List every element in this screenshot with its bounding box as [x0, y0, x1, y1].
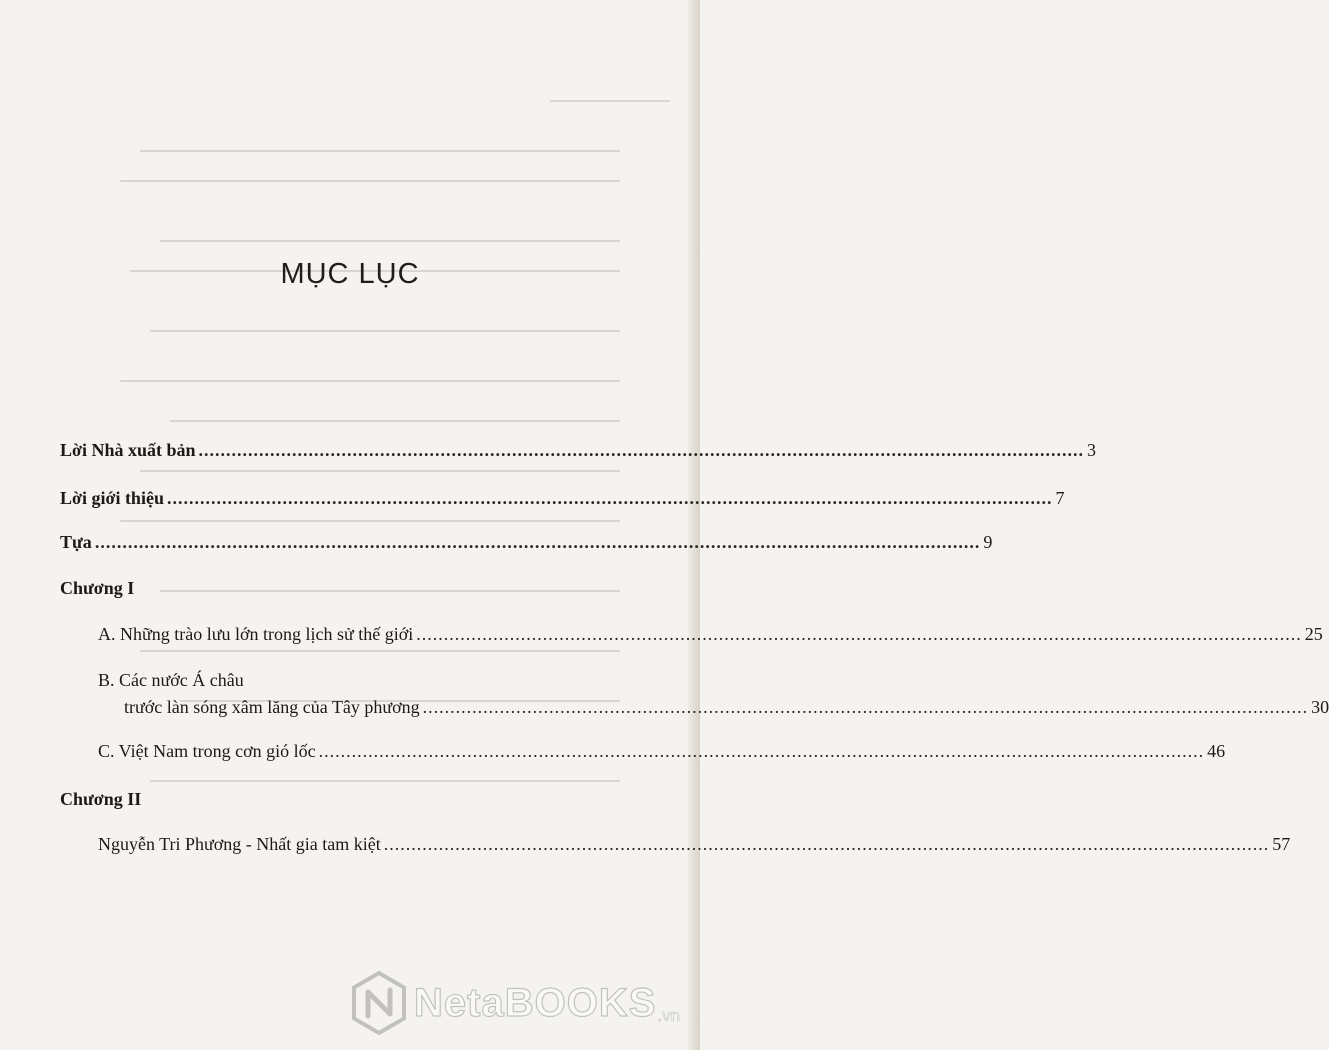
toc-row-introduction: [60, 488, 1065, 509]
toc-page-number: 25: [1304, 624, 1323, 644]
watermark-tld: .vn: [657, 1006, 681, 1025]
toc-label-chapter-1-b-line1: B. Các nước Á châu: [98, 670, 244, 690]
toc-label: Lời giới thiệu: [60, 488, 164, 508]
toc-label: Tựa: [60, 532, 92, 552]
toc-row-chapter-2-a: [98, 834, 1291, 855]
toc-row-chapter-1-c: [98, 741, 1226, 762]
page-title: MỤC LỤC: [280, 258, 420, 290]
chapter-1-heading: Chương I: [60, 578, 135, 598]
chapter-2-heading: Chương II: [60, 789, 142, 809]
toc-page-number: 7: [1055, 488, 1065, 508]
toc-label: A. Những trào lưu lớn trong lịch sử thế giới: [98, 624, 414, 644]
leader-dots: .................................................................................................................................................................: [416, 624, 1302, 644]
toc-label: trước làn sóng xâm lăng của Tây phương: [124, 697, 420, 717]
leader-dots: .................................................................................................................................................................: [166, 488, 1053, 508]
toc-row-chapter-1-a: [98, 624, 1323, 645]
toc-page-number: 57: [1272, 834, 1291, 854]
leader-dots: .................................................................................................................................................................: [198, 440, 1085, 460]
leader-dots: .................................................................................................................................................................: [94, 532, 981, 552]
toc-label: Nguyễn Tri Phương - Nhất gia tam kiệt: [98, 834, 381, 854]
watermark-brand: NetaBOOKS: [414, 980, 657, 1025]
toc-page-number: 3: [1087, 440, 1097, 460]
netabooks-watermark: [350, 970, 680, 1036]
toc-page-number: 46: [1207, 741, 1226, 761]
toc-page-number: 30: [1311, 697, 1329, 717]
leader-dots: .................................................................................................................................................................: [383, 834, 1270, 854]
toc-row-publisher-note: [60, 440, 1097, 461]
leader-dots: .................................................................................................................................................................: [318, 741, 1205, 761]
toc-row-preface: [60, 532, 993, 553]
toc-page-number: 9: [983, 532, 993, 552]
toc-row-chapter-1-b: [124, 697, 1329, 718]
netabooks-logo-icon: [350, 970, 408, 1036]
leader-dots: .................................................................................................................................................................: [422, 697, 1309, 717]
toc-label: Lời Nhà xuất bản: [60, 440, 196, 460]
toc-label: C. Việt Nam trong cơn gió lốc: [98, 741, 316, 761]
